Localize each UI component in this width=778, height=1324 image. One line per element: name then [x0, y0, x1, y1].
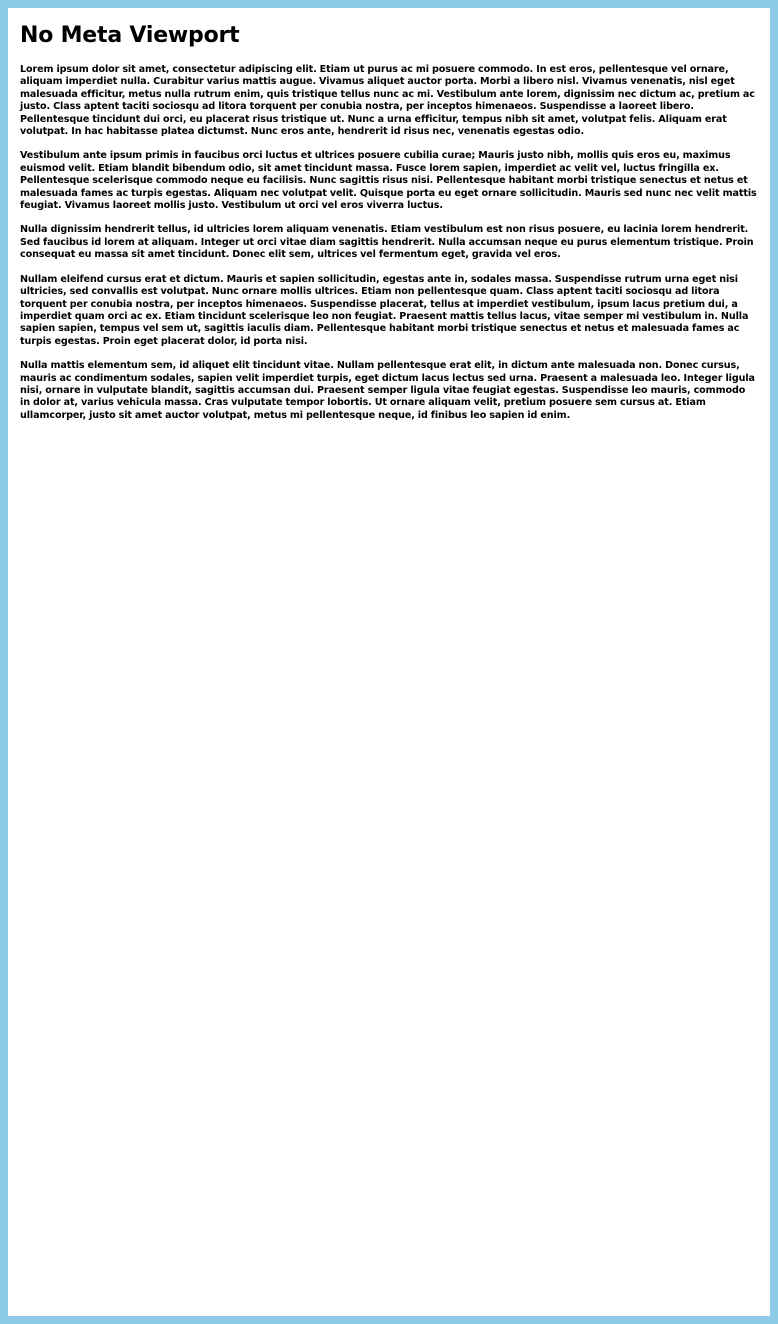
paragraph-5: Nulla mattis elementum sem, id aliquet elit tincidunt vitae. Nullam pellentesque erat elit, in dictum ante malesuada non. Donec cursus, mauris ac condimentum sodales, sapien velit imperdiet turpis, eget dictum lacus lectus sed urna. Praesent a malesuada leo. Integer ligula nisi, ornare in vulputate blandit, sagittis accumsan dui. Praesent semper ligula vitae feugiat egestas. Suspendisse leo mauris, commodo in dolor at, varius vehicula massa. Cras vulputate tempor lobortis. Ut ornare aliquam velit, pretium posuere sem cursus at. Etiam ullamcorper, justo sit amet auctor volutpat, metus mi pellentesque neque, id finibus leo sapien id enim.	[20, 360, 755, 421]
document-content	[8, 8, 770, 422]
paragraph-2: Vestibulum ante ipsum primis in faucibus orci luctus et ultrices posuere cubilia curae; Mauris justo nibh, mollis quis eros eu, maximus euismod velit. Etiam blandit bibendum odio, sit amet tincidunt massa. Fusce lorem sapien, imperdiet ac velit vel, luctus fringilla ex. Pellentesque scelerisque commodo neque eu facilisis. Nunc sagittis risus nisi. Pellentesque habitant morbi tristique senectus et netus et malesuada fames ac turpis egestas. Aliquam nec volutpat velit. Quisque porta eu eget ornare sollicitudin. Mauris sed nunc nec velit mattis feugiat. Vivamus laoreet mollis justo. Vestibulum ut orci vel eros viverra luctus.	[20, 150, 757, 212]
paragraph-4: Nullam eleifend cursus erat et dictum. Mauris et sapien sollicitudin, egestas ante in, sodales massa. Suspendisse rutrum urna eget nisi ultricies, sed convallis est volutpat. Nunc ornare mollis ultrices. Etiam non pellentesque quam. Class aptent taciti sociosqu ad litora torquent per conubia nostra, per inceptos himenaeos. Suspendisse placerat, tellus at imperdiet vestibulum, ipsum lacus pretium dui, a imperdiet quam orci ac ex. Etiam tincidunt scelerisque leo non feugiat. Praesent mattis tellus lacus, vitae semper mi vestibulum in. Nulla sapien sapien, tempus vel sem ut, sagittis iaculis diam. Pellentesque habitant morbi tristique senectus et netus et malesuada fames ac turpis egestas. Proin eget placerat dolor, id porta nisi.	[20, 273, 749, 347]
page-title: No Meta Viewport	[20, 23, 240, 48]
page-frame	[8, 8, 770, 1316]
paragraph-3: Nulla dignissim hendrerit tellus, id ultricies lorem aliquam venenatis. Etiam vestibulum est non risus posuere, eu lacinia lorem hendrerit. Sed faucibus id lorem at aliquam. Integer ut orci vitae diam sagittis hendrerit. Nulla accumsan neque eu purus elementum tristique. Proin consequat eu massa sit amet tincidunt. Donec elit sem, ultrices vel fermentum eget, gravida vel eros.	[20, 224, 754, 261]
paragraph-1: Lorem ipsum dolor sit amet, consectetur adipiscing elit. Etiam ut purus ac mi posuere commodo. In est eros, pellentesque vel ornare, aliquam imperdiet nulla. Curabitur varius mattis augue. Vivamus aliquet auctor porta. Morbi a libero nisl. Vivamus venenatis, nisl eget malesuada efficitur, metus nulla rutrum enim, quis tristique tellus nunc ac mi. Vestibulum ante lorem, dignissim nec dictum ac, pretium ac justo. Class aptent taciti sociosqu ad litora torquent per conubia nostra, per inceptos himenaeos. Suspendisse a laoreet libero. Pellentesque tincidunt dui orci, eu placerat risus tristique ut. Nunc a urna efficitur, tempus nibh sit amet, volutpat felis. Aliquam erat volutpat. In hac habitasse platea dictumst. Nunc eros ante, hendrerit id risus nec, venenatis egestas odio.	[20, 64, 755, 138]
